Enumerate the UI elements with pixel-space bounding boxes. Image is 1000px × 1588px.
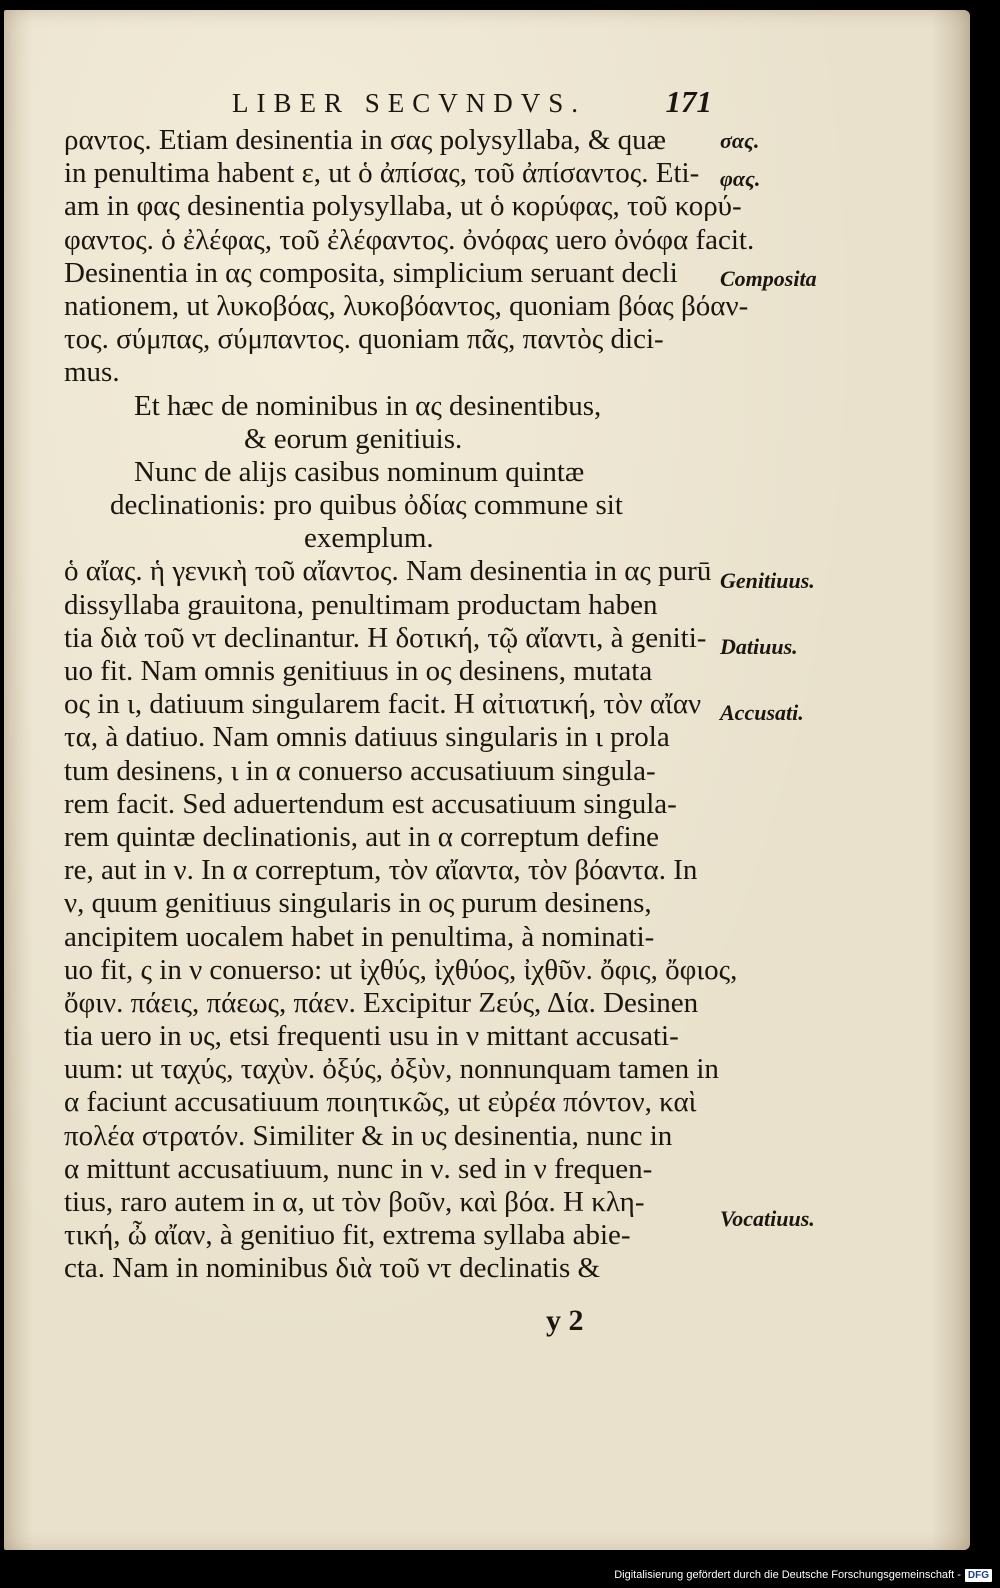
text-line: in penultima habent ε, ut ὁ ἀπίσας, τοῦ ἀπίσαντος. Eti- bbox=[64, 157, 700, 190]
margin-notes bbox=[720, 10, 830, 1310]
margin-note: Vocatiuus. bbox=[720, 1206, 815, 1231]
text-line: cta. Nam in nominibus διὰ τοῦ ντ declinatis & bbox=[64, 1252, 601, 1285]
text-line: am in φας desinentia polysyllaba, ut ὁ κορύφας, τοῦ κορύ- bbox=[64, 190, 742, 223]
section-heading-line: Et hæc de nominibus in ας desinentibus, bbox=[134, 389, 602, 422]
margin-note: φας. bbox=[720, 166, 761, 191]
section-heading-line: Nunc de alijs casibus nominum quintæ bbox=[134, 455, 585, 488]
text-line: rem facit. Sed aduertendum est accusatiuum singula- bbox=[64, 787, 677, 820]
text-line: dissyllaba grauitona, penultimam productam haben bbox=[64, 588, 658, 621]
section-heading-line: declinationis: pro quibus ὀδίας commune sit bbox=[110, 489, 623, 522]
text-line: φαντος. ὁ ἐλέφας, τοῦ ἐλέφαντος. ὀνόφας uero ὀνόφα facit. bbox=[64, 223, 755, 256]
text-line: ὁ αἴας. ἡ γενικὴ τοῦ αἴαντος. Nam desinentia in ας purū bbox=[64, 555, 712, 588]
text-line: τα, à datiuo. Nam omnis datiuus singularis in ι prola bbox=[64, 721, 670, 754]
text-line: mus. bbox=[64, 356, 120, 389]
signature-mark: y 2 bbox=[546, 1304, 584, 1337]
text-line: α mittunt accusatiuum, nunc in ν. sed in ν frequen- bbox=[64, 1152, 653, 1185]
text-line: rem quintæ declinationis, aut in α correptum define bbox=[64, 820, 660, 853]
margin-note: Accusati. bbox=[720, 700, 804, 725]
digitization-footer bbox=[614, 1564, 992, 1586]
text-line: ν, quum genitiuus singularis in ος purum desinens, bbox=[64, 887, 652, 920]
text-line: uo fit, ς in ν conuerso: ut ἰχθύς, ἰχθύος, ἰχθῦν. ὄφις, ὄφιος, bbox=[64, 953, 738, 986]
text-line: tia διὰ τοῦ ντ declinantur. Η δοτική, τῷ αἴαντι, à geniti- bbox=[64, 621, 707, 654]
body-text bbox=[64, 124, 755, 1286]
text-line: uum: ut ταχύς, ταχὺν. ὀξύς, ὀξὺν, nonnunquam tamen in bbox=[64, 1053, 719, 1086]
running-head: LIBER SECVNDVS. bbox=[232, 88, 587, 118]
footer-credit: Digitalisierung gefördert durch die Deutsche Forschungsgemeinschaft - bbox=[614, 1569, 961, 1581]
text-line: uo fit. Nam omnis genitiuus in ος desinens, mutata bbox=[64, 655, 653, 687]
text-line: ραντος. Etiam desinentia in σας polysyllaba, & quæ bbox=[64, 124, 666, 156]
margin-note: σας. bbox=[720, 128, 760, 153]
section-heading-line: & eorum genitiuis. bbox=[244, 422, 463, 455]
text-line: τος. σύμπας, σύμπαντος. quoniam πᾶς, παντὸς dici- bbox=[64, 323, 664, 356]
book-page bbox=[4, 10, 970, 1550]
text-line: ὄφιν. πάεις, πάεως, πάεν. Excipitur Ζεύς, Δία. Desinen bbox=[64, 986, 699, 1019]
margin-note: Datiuus. bbox=[720, 634, 798, 659]
text-line: πολέα στρατόν. Similiter & in υς desinentia, nunc in bbox=[64, 1119, 673, 1152]
text-line: tum desinens, ι in α conuerso accusatiuum singula- bbox=[64, 754, 656, 787]
text-line: Desinentia in ας composita, simplicium seruant decli bbox=[64, 256, 678, 289]
text-line: τική, ὦ αἴαν, à genitiuo fit, extrema syllaba abie- bbox=[64, 1219, 631, 1252]
text-line: nationem, ut λυκοβόας, λυκοβόαντος, quoniam βόας βόαν- bbox=[64, 289, 749, 322]
margin-note: Composita bbox=[720, 266, 817, 291]
text-line: re, aut in ν. In α correptum, τὸν αἴαντα, τὸν βόαντα. In bbox=[64, 854, 698, 887]
text-line: ος in ι, datiuum singularem facit. Η αἰτιατική, τὸν αἴαν bbox=[64, 688, 702, 721]
dfg-logo-icon: DFG bbox=[965, 1569, 992, 1582]
text-line: tia uero in υς, etsi frequenti usu in ν mittant accusati- bbox=[64, 1020, 679, 1053]
text-line: tius, raro autem in α, ut τὸν βοῦν, καὶ βόα. Η κλη- bbox=[64, 1186, 645, 1218]
text-line: α faciunt accusatiuum ποιητικῶς, ut εὐρέα πόντον, καὶ bbox=[64, 1086, 697, 1119]
page-header bbox=[232, 82, 712, 122]
margin-note: Genitiuus. bbox=[720, 568, 815, 593]
section-heading-line: exemplum. bbox=[304, 522, 434, 555]
text-line: ancipitem uocalem habet in penultima, à nominati- bbox=[64, 920, 655, 953]
page-number: 171 bbox=[665, 84, 712, 119]
